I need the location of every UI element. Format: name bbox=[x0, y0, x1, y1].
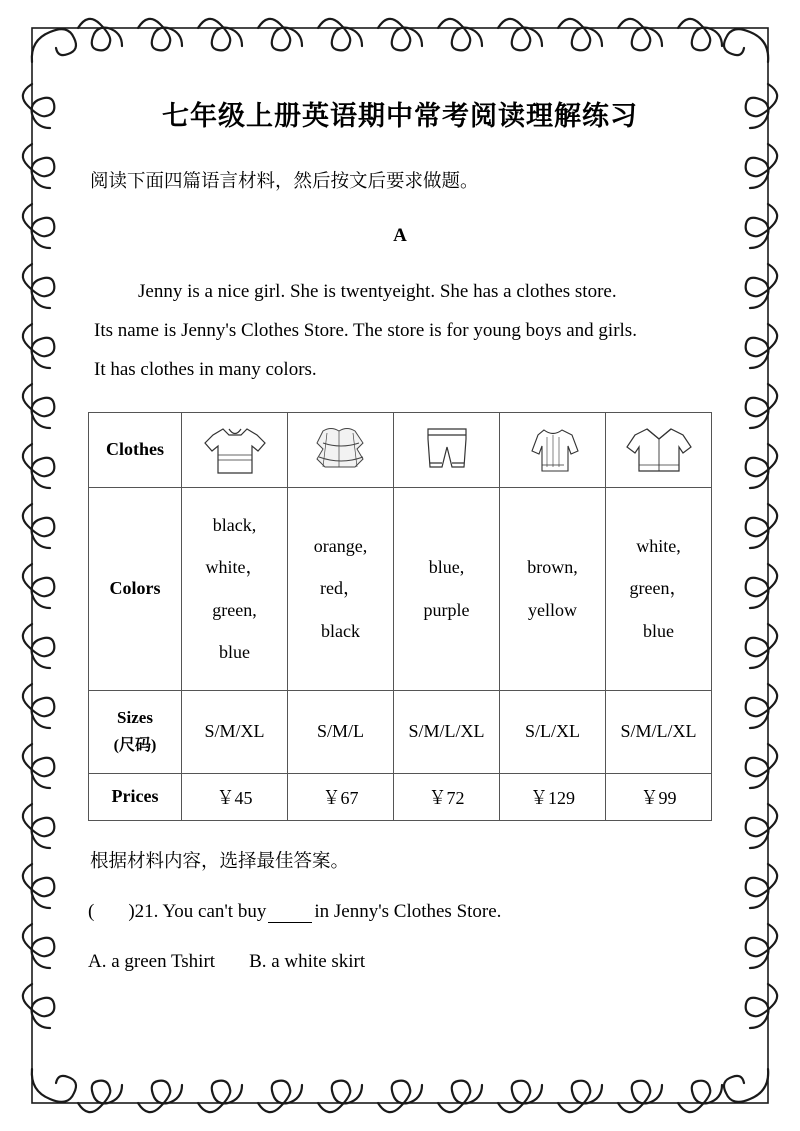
page-title: 七年级上册英语期中常考阅读理解练习 bbox=[162, 101, 638, 131]
price-cell-tshirt: ￥45 bbox=[182, 773, 288, 820]
color-text: black bbox=[321, 620, 360, 641]
table-row-clothes bbox=[89, 412, 712, 487]
tshirt-icon bbox=[182, 412, 288, 487]
row-header-sizes-en: Sizes bbox=[117, 708, 153, 728]
sizes-cell-jacket: S/M/L/XL bbox=[606, 690, 712, 773]
color-text: white， bbox=[205, 557, 264, 578]
jacket-icon bbox=[606, 412, 712, 487]
section-letter: A bbox=[393, 224, 407, 246]
option-a[interactable]: A. a green Tshirt bbox=[88, 950, 216, 972]
color-text: blue bbox=[643, 620, 674, 641]
row-header-prices: Prices bbox=[89, 773, 182, 820]
color-text: blue bbox=[219, 641, 250, 662]
question-text-after: in Jenny's Clothes Store. bbox=[314, 900, 502, 922]
question-21-options bbox=[58, 951, 742, 973]
table-row-colors bbox=[89, 487, 712, 690]
color-text: brown, bbox=[527, 557, 578, 578]
passage-line-3: It has clothes in many colors. bbox=[94, 358, 317, 380]
color-text: yellow bbox=[528, 599, 577, 620]
clothes-information-table bbox=[88, 412, 712, 821]
passage-line-1: Jenny is a nice girl. She is twentyeight. She has a clothes store. bbox=[138, 280, 617, 302]
row-header-sizes-cn: (尺码) bbox=[113, 737, 157, 755]
table-row-prices bbox=[89, 773, 712, 820]
price-cell-skirt: ￥67 bbox=[288, 773, 394, 820]
color-text: orange, bbox=[313, 536, 368, 557]
answer-blank[interactable] bbox=[268, 907, 312, 923]
row-header-clothes: Clothes bbox=[89, 412, 182, 487]
sizes-cell-sweater: S/L/XL bbox=[500, 690, 606, 773]
trousers-icon bbox=[394, 412, 500, 487]
sizes-cell-skirt: S/M/L bbox=[288, 690, 394, 773]
intro-instruction: 阅读下面四篇语言材料，然后按文后要求做题。 bbox=[90, 170, 479, 191]
color-text: green, bbox=[212, 599, 257, 620]
row-header-sizes bbox=[89, 690, 182, 773]
question-text-before: You can't buy bbox=[162, 900, 267, 922]
color-text: green， bbox=[629, 578, 688, 599]
color-text: red， bbox=[320, 578, 361, 599]
colors-cell-tshirt bbox=[182, 487, 288, 690]
passage-line-2: Its name is Jenny's Clothes Store. The store is for young boys and girls. bbox=[94, 319, 637, 341]
option-b[interactable]: B. a white skirt bbox=[249, 950, 366, 972]
colors-cell-trousers bbox=[394, 487, 500, 690]
question-paren-close: ) bbox=[128, 900, 135, 922]
table-row-sizes bbox=[89, 690, 712, 773]
question-paren-open: ( bbox=[88, 900, 95, 922]
price-cell-trousers: ￥72 bbox=[394, 773, 500, 820]
reading-passage bbox=[58, 273, 742, 390]
question-21 bbox=[58, 901, 742, 923]
sizes-cell-tshirt: S/M/XL bbox=[182, 690, 288, 773]
sweater-icon bbox=[500, 412, 606, 487]
question-instruction: 根据材料内容，选择最佳答案。 bbox=[90, 849, 350, 871]
color-text: black, bbox=[212, 514, 257, 535]
document-content bbox=[58, 70, 742, 992]
colors-cell-sweater bbox=[500, 487, 606, 690]
row-header-colors: Colors bbox=[89, 487, 182, 690]
color-text: blue, bbox=[428, 557, 465, 578]
colors-cell-jacket bbox=[606, 487, 712, 690]
question-number: 21. bbox=[134, 900, 159, 922]
price-cell-sweater: ￥129 bbox=[500, 773, 606, 820]
price-cell-jacket: ￥99 bbox=[606, 773, 712, 820]
color-text: white, bbox=[636, 536, 681, 557]
skirt-icon bbox=[288, 412, 394, 487]
color-text: purple bbox=[423, 599, 470, 620]
sizes-cell-trousers: S/M/L/XL bbox=[394, 690, 500, 773]
colors-cell-skirt bbox=[288, 487, 394, 690]
